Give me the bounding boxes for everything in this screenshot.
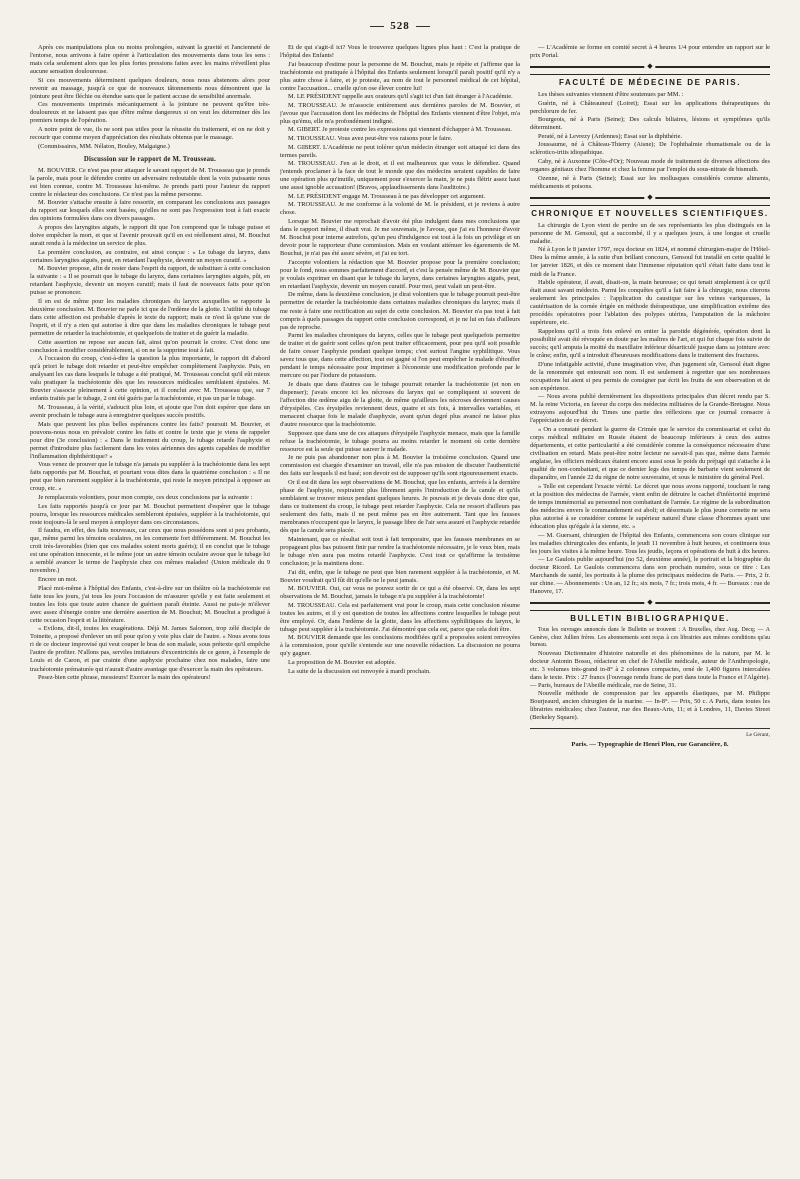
paragraph: Les thèses suivantes viennent d'être soutenues par MM. : [538,91,684,99]
paragraph: M. TROUSSEAU. Je me conforme à la volonté de M. le président, et je reviens à autre chose. [280,201,520,217]
paragraph: J'ai dit, enfin, que le tubage ne peut que bien rarement suppléer à la trachéotomie, et M. Bouvier voudrait qu'il fût dit qu'elle ne le peut jamais. [280,568,520,584]
paragraph: Or il est dit dans les sept observations de M. Bouchut, que les enfants, arrivés à la dernière phase de l'asphyxie, respiraient plus librement après l'introduction de la canule et qu'ils semblaient se trouver mieux pendant quelques heures. Je pouvais et je devais donc dire que, dans ce traitement du croup, le tubage peut retarder l'asphyxie. Cela ne ressort d'ailleurs pas seulement des faits, mais il ne peut même pas en être autrement. Tant que les fausses membranes n'occupent que le larynx, le passage libre de l'air sera assuré et l'asphyxie retardée dès que la canule sera placée. [280,478,520,535]
page-number: 528 [30,20,770,32]
column-2 [280,44,520,1164]
paragraph: — Nous avons publié dernièrement les dispositions principales d'un décret rendu par S. M. la reine Victoria, en faveur du corps des médecins militaires de la Grande-Bretagne. Nous extrayons aujourd'hui du Times une partie des réflexions que ce journal consacre à l'appréciation de ce décret. [530,393,770,425]
ornamental-rule [530,602,770,611]
chronicle-heading: CHRONIQUE ET NOUVELLES SCIENTIFIQUES. [531,208,769,218]
paragraph: La chirurgie de Lyon vient de perdre un de ses représentants les plus distingués en la personne de M. Gensoul, qui a succombé, il y a quelques jours, à une longue et cruelle maladie. [530,221,770,245]
paragraph: « On a constaté pendant la guerre de Crimée que le service du commissariat et celui du corps médical militaire en Russie étaient de beaucoup inférieurs à ceux des autres départements, et cette particularité a été considérée comme la conséquence nécessaire d'une civilisation en retard. Mais peut-être notre lecteur ne savait-il pas que, même dans l'armée anglaise, les officiers médicaux étaient encore aussi sous le poids du préjugé qui s'attache à la qualité de non-combattant, et que ce dernier legs des temps de barbarie vient seulement de disparaître, en l'année 22 du règne de notre souveraine, et sous le ministère du général Peel. [530,425,770,482]
paragraph: M. TROUSSEAU. Cela est parfaitement vrai pour le croup, mais cette conclusion résume toutes les autres, et il y est question de toutes les affections contre lesquelles le tubage peut être employé. Or, dans l'œdème de la glotte, dans les affections syphilitiques du larynx, le tubage peut suppléer à la trachéotomie. J'ai démontré que cela est, parce que cela doit être. [280,601,520,633]
paragraph: (Commissaires, MM. Nélaton, Bouley, Malgaigne.) [38,142,170,150]
paragraph: A notre point de vue, ils ne sont pas utiles pour la réussite du traitement, et on ne doit y recourir que comme moyen d'appréciation des résultats obtenus par le massage. [30,125,270,142]
paragraph: Supposez que dans une de ces attaques d'érysipèle l'asphyxie menace, mais que la famille refuse la trachéotomie, le tubage pourra au moins retarder le moment où cette dernière ressource est la seule qui puisse sauver le malade. [280,429,520,453]
manager-signature-label: Le Gérant, [746,732,770,739]
paragraph: Encore un mot. [38,576,78,583]
thesis-item: Ozenne, né à Paris (Seine); Essai sur les mollusques considérés comme aliments, médicaments et poisons. [530,174,770,190]
paragraph: M. Bouvier s'attache ensuite à faire ressortir, en comparant les conclusions aux passages du rapport sur lesquels elles sont basées, qu'elles ne sont pas l'expression tout à fait exacte des opinions formulées dans ces divers passages. [30,199,270,223]
paragraph: Il faudra, en effet, des faits nouveaux, car ceux que nous possédons sont si peu probants, que, même parmi les témoins oculaires, on les commente fort différemment. M. Bouchut les croit très-favorables (bien que ces malades soient morts guéris); il en conclut que le tubage est une opération innocente, et le même jour un autre témoin oculaire avoue que le tubage lui a semblé avancer le terme de l'asphyxie chez ces mêmes malades! (Union médicale du 9 novembre.) [30,527,270,575]
paragraph: M. Trousseau, à la vérité, s'adoucit plus loin, et ajoute que l'on doit espérer que dans un avenir prochain le tubage aura à enregistrer quelques succès positifs. [30,404,270,420]
paragraph: La proposition de M. Bouvier est adoptée. [288,659,396,667]
paragraph: Vous venez de prouver que le tubage n'a jamais pu suppléer à la trachéotomie dans les sept faits rapportés par M. Bouchut, et pourtant vous dites dans la quatrième conclusion : « Il ne peut que bien rarement suppléer à la trachéotomie, qui reste le moyen principal à opposer au croup, etc. » [30,461,270,493]
paragraph: M. BOUVIER demande que les conclusions modifiées qu'il a proposées soient renvoyées à la commission, pour qu'elle s'entende sur une nouvelle rédaction. La discussion ne pourra qu'y gagner. [280,634,520,658]
paragraph: Maintenant, que ce résultat soit tout à fait temporaire, que les fausses membranes en se propageant plus bas puissent finir par rendre la trachéotomie nécessaire, je le veux bien, mais le tubage n'en aura pas moins retardé l'asphyxie. C'est tout ce qu'affirme la troisième conclusion; je la maintiens donc. [280,535,520,567]
paragraph: Placé moi-même à l'hôpital des Enfants, c'est-à-dire sur un théâtre où la trachéotomie est faite tous les jours, j'ai tous les jours l'occasion de m'assurer qu'elle y est faite seulement et toutes les fois que toute autre chance de guérison paraît éteinte. Aussi ne puis-je m'élever avec assez d'énergie contre une dernière assertion de M. Bouchut; M. Bouchut a prodigué à cette occasion l'esprit et la littérature. [30,584,270,624]
paragraph: M. BOUVIER. Oui, car vous ne pouvez sortir de ce qui a été observé. Or, dans les sept observations de M. Bouchut, jamais le tubage n'a pu suppléer à la trachéotomie! [280,585,520,601]
paragraph: M. Bouvier propose, afin de rester dans l'esprit du rapport, de substituer à cette conclusion la suivante : « Il se pourrait que le tubage du larynx, dans certaines laryngites aiguës, pût, en retardant l'asphyxie, devenir un moyen curatif; mais il faut de nouveaux faits pour qu'on puisse se prononcer. [30,265,270,297]
paragraph: M. BOUVIER. Ce n'est pas pour attaquer le savant rapport de M. Trousseau que je prends la parole, mais pour le défendre contre un adversaire redoutable dont la voix puissante nous est bien connue, contre M. Trousseau lui-même. Je prends parti pour l'auteur du rapport contre le rédacteur des conclusions. Ce n'est pas la même personne. [30,166,270,198]
paragraph: Après ces manipulations plus ou moins prolongées, suivant la gravité et l'ancienneté de l'entorse, nous arrivons à faire opérer à l'articulation des mouvements dans tous les sens : mais cela seulement alors que les plus fortes pressions faites avec les mains n'éveillent plus aucune sensation douloureuse. [30,44,270,76]
paragraph: Habile opérateur, il avait, disait-on, la main heureuse; ce qui tenait simplement à ce qu'il était aussi savant médecin. Parmi les conquêtes qu'il a fait faire à la chirurgie, nous citerons seulement les principales : l'application du caustique sur les veines variqueuses, la cautérisation de la cornée érigée en méthode thérapeutique, une simplification extrême des procédés opératoires pour l'ablation des polypes utérins, l'amputation de la mâchoire supérieure, etc. [530,279,770,327]
paragraph: Pesez-bien cette phrase, messieurs! Exercer la main des opérateurs! [38,674,211,682]
bibliography-heading: BULLETIN BIBLIOGRAPHIQUE. [570,614,730,624]
paragraph: » Telle est cependant l'exacte vérité. Le décret que nous avons rapporté, touchant le rang et la position des médecins de l'armée, vient enfin de détruire le cachet d'infériorité imprimé de temps immémorial au personnel non combattant de l'armée. Le régime de la subordination des médecins envers le commandement est aboli; et désormais le plus jeune cornette ne sera plus autorisé à se considérer comme le supérieur naturel d'une classe d'hommes ayant une éducation plus qu'égale à la sienne, etc. » [530,482,770,530]
bibliography-note: Tous les ouvrages annoncés dans le Bulletin se trouvent : A Bruxelles, chez Aug. Decq; — A Genève, chez Jullien frères. Les abonnements sont reçus à ces librairies aux mêmes conditions qu'au bureau. [530,627,770,648]
thesis-item: Bourgeois, né à Paris (Seine); Des calculs biliaires, lésions et symptômes qu'ils déterminent. [530,116,770,132]
paragraph: M. TROUSSEAU. Je m'associe entièrement aux dernières paroles de M. Bouvier, et j'avoue que l'accusation dont les médecins de l'hôpital des Enfants viennent d'être l'objet, m'a plus qu'ému, elle m'a profondément indigné. [280,101,520,125]
ornamental-rule [530,66,770,75]
paragraph: Je remplacerais volontiers, pour mon compte, ces deux conclusions par la suivante : [38,494,253,502]
paragraph: A propos des laryngites aiguës, le rapport dit que l'on comprend que le tubage puisse et doive empêcher la mort, et que si l'avenir prouvait qu'il en est réellement ainsi, M. Bouchut aurait rendu à la médecine un service de plus. [30,223,270,248]
paragraph: Les faits rapportés jusqu'à ce jour par M. Bouchut permettent d'espérer que le tubage pourra, lorsque les ressources médicales sembleront épuisées, suppléer à la trachéotomie, qui reste toujours-là le seul moyen à employer dans ces circonstances. [30,502,270,526]
paragraph: Je ne puis pas abandonner non plus à M. Bouvier la troisième conclusion. Quand une commission est chargée d'examiner un travail, elle n'a pas mission de discuter l'authenticité des faits sur lesquels il est basé; son devoir est de supposer qu'ils sont rigoureusement exacts. [280,454,520,478]
paragraph: Né à Lyon le 8 janvier 1797, reçu docteur en 1824, et nommé chirurgien-major de l'Hôtel-Dieu la même année, à la suite d'un brillant concours, Gensoul fut installé en cette qualité le 1er janvier 1826, et dès ce moment date l'immense réputation qu'il s'était faite dans tout le midi de la France. [530,246,770,278]
paragraph: M. TROUSSEAU. J'en ai le droit, et il est malheureux que vous le défendiez. Quand j'entends proclamer à la face de tout le monde que des médecins seraient capables de faire une opération plus qu'inutile, uniquement pour s'exercer la main, je ne puis flétrir assez haut une aussi ignoble accusation! (Bravos, applaudissements dans l'auditoire.) [280,160,520,192]
ornamental-rule [530,197,770,206]
paragraph: Je disais que dans d'autres cas le tubage pourrait retarder la trachéotomie (et non en dispenser); j'avais encore ici les nécroses du larynx qui se compliquent si souvent de l'affection dite œdème aigu de la glotte, de même qu'ailleurs les nécroses deviennent causes d'érysipèles. Ces érysipèles reviennent deux, quatre et six fois, à intervalles variables, et menacent chaque fois le malade d'asphyxie, avant qu'un degré plus avancé ne laisse plus d'autre ressource que la trachéotomie. [280,380,520,429]
paragraph: J'ai beaucoup d'estime pour la personne de M. Bouchut, mais je répète et j'affirme que la trachéotomie est pratiquée à l'hôpital des Enfants seulement lorsqu'il paraît positif qu'il n'y a plus autre chose à faire, et je proteste, au nom de tout le personnel médical de cet hôpital, contre l'accusation... cruelle qu'on ose élever contre lui! [280,60,520,92]
three-column-body [30,44,770,1164]
paragraph: M. GIBERT. Je proteste contre les expressions qui viennent d'échapper à M. Trousseau. [288,126,512,134]
discussion-title: Discussion sur le rapport de M. Trousseau. [83,155,217,163]
thesis-item: Joussaume, né à Château-Thierry (Aisne); De l'ophthalmie rhumatismale ou de la sclérotico-iritis idiopathique. [530,141,770,157]
paragraph: La suite de la discussion est renvoyée à mardi prochain. [288,667,431,675]
thesis-item: Caby, né à Auxonne (Côte-d'Or); Nouveau mode de traitement de diverses affections des organes génitaux chez l'homme et chez la femme par l'emploi du sous-nitrate de bismuth. [530,158,770,174]
paragraph: « Evilons, dit-il, toutes les exagérations. Déjà M. James Salomon, trop zélé disciple de Toinette, a proposé d'enlever un œil pour qu'on y voie plus clair de l'autre. » Nous avons tous ri de ce docteur improvisé qui veut couper le bras de son malade, sous prétexte qu'il empêche l'autre de profiter. N'allons pas, serviles imitateurs d'excentricités de ce genre, à l'exemple de Louis et de Caron, et par crainte d'une asphyxie prochaine chez nos malades, faire une trachéotomie prématurée qui n'aurait d'autre avantage que d'exercer la main des opérateurs. [30,625,270,673]
paragraph: J'accepte volontiers la rédaction que M. Bouvier propose pour la première conclusion; pour le fond, nous sommes parfaitement d'accord, et c'est la pensée même de M. Bouvier que je voulais exprimer en disant que le tubage du larynx, dans certaines laryngites aiguës, peut, en retardant l'asphyxie, devenir un moyen curatif. Pour moi, peut valait un peut-être. [280,258,520,290]
paragraph: La première conclusion, au contraire, est ainsi conçue : « Le tubage du larynx, dans certaines laryngites aiguës, peut, en retardant l'asphyxie, devenir un moyen curatif. » [30,248,270,264]
thesis-item: Peraté, né à Levrezy (Ardennes); Essai sur la diphthérie. [538,132,683,140]
paragraph: Il en est de même pour les maladies chroniques du larynx auxquelles se rapporte la deuxième conclusion. M. Bouvier ne parle ici que de l'œdème de la glotte. L'utilité du tubage dans cette affection est probable d'après le texte du rapport; mais ce n'est là qu'une vue de l'esprit, et il n'y a rien qui autorise à dire que dans les maladies chroniques le tubage peut permettre de retarder la trachéotomie, et quelquefois de traiter et de guérir la maladie. [30,297,270,338]
thesis-item: Guérin, né à Châteauneuf (Loiret); Essai sur les applications thérapeutiques du perchlorure de fer. [530,99,770,115]
paragraph: M. LE PRÉSIDENT rappelle aux orateurs qu'il s'agit ici d'un fait étranger à l'Académie. [288,93,513,101]
paragraph: M. TROUSSEAU. Vous avez peut-être vos raisons pour le faire. [288,135,453,143]
printer-imprint: Paris. — Typographie de Henri Plon, rue Garancière, 8. [571,740,729,748]
paragraph: Lorsque M. Bouvier me reprochait d'avoir été plus indulgent dans mes conclusions que dans le rapport même, il disait vrai. Je me souvenais, je l'avoue, que j'ai eu l'honneur d'avoir M. Bouchut pour interne autrefois, qu'un peu d'indulgence est tout à la fois un privilège et un devoir pour le rapporteur d'une commission. Mais en voulant atténuer les égarements de M. Bouchut, je n'ai pas été assez sévère, et j'ai eu tort. [280,217,520,258]
page-header [30,18,770,44]
paragraph: D'une infatigable activité, d'une imagination vive, d'un jugement sûr, Gensoul était digne de la renommée qui entourait son nom. Il est seulement à regretter que ses nombreuses occupations lui aient si peu permis de consigner par écrit les fruits de son observation et de son expérience. [530,360,770,392]
paragraph: — Le Gaulois publie aujourd'hui (no 52, deuxième année), le portrait et la biographie du docteur Ricord. Le Gaulois commencera dans son prochain numéro, sous ce titre : Les Marchands de santé, les portraits à la plume des principaux médecins de Paris. — Prix, 2 fr. sur chine. — Abonnements : Un an, 12 fr.; six mois, 7 fr.; trois mois, 4 fr. — Bureaux : rue de Hanovre, 17. [530,556,770,596]
paragraph: Et de qui s'agit-il ici? Vous le trouverez quelques lignes plus haut : C'est la pratique de l'hôpital des Enfants! [280,44,520,60]
paragraph: M. GIBERT. L'Académie ne peut tolérer qu'un médecin étranger soit attaqué ici dans des termes pareils. [280,143,520,159]
column-3 [530,44,770,1164]
faculty-heading: FACULTÉ DE MÉDECINE DE PARIS. [558,78,742,88]
footer-rule [530,728,770,729]
column-1 [30,44,270,1164]
paragraph: M. LE PRÉSIDENT engage M. Trousseau à ne pas développer cet argument. [288,192,486,200]
bibliography-entry: Nouvelle méthode de compression par les appareils élastiques, par M. Philippe Bourjeaurd, ancien chirurgien de la marine. — In-8°. — Prix, 50 c. A Paris, dans toutes les librairies médicales; chez l'auteur, rue des Beaux-Arts, 11; et à Londres, 11, Davies Street (Berkeley Square). [530,690,770,722]
paragraph: Si ces mouvements déterminent quelques douleurs, nous nous abstenons alors pour revenir au massage, jusqu'à ce que de nouveaux tâtonnements nous démontrent que la jointure peut être fléchie ou étendue sans que le patient accuse de sensibilité anormale. [30,76,270,100]
paragraph: Ces mouvements imprimés mécaniquement à la jointure ne peuvent qu'être très-douloureux et ne laissent pas que d'être même dangereux si on veut les déterminer dès les premiers temps de l'opération. [30,101,270,125]
paragraph: A l'occasion du croup, c'est-à-dire la question la plus importante, le rapport dit d'abord qu'à priori le tubage doit retarder et peut-être empêcher complètement l'asphyxie. Puis, en analysant les cas dans lesquels le tubage a été pratiqué, M. Trousseau conclut qu'il eût mieux valu pratiquer la trachéotomie dès que les ressources médicales semblaient épuisées. M. Bouvier s'associe pleinement à cette opinion, et il conclut avec M. Trousseau que, sur 7 enfants traités par le tubage, 2 ont été guéris par la trachéotomie, et pas un par le tubage. [30,355,270,403]
paragraph: Parmi les maladies chroniques du larynx, celles que le tubage peut quelquefois permettre de traiter et de guérir sont celles qu'on peut traiter efficacement, pour peu qu'il soit possible de faire cesser l'asphyxie pendant quelque temps; c'est surtout l'angine syphilitique. Vous savez tous que, dans cette affection, tout est gagné si l'on peut empêcher le malade d'étouffer pendant le temps nécessaire pour imprimer à l'économie une modification profonde par le mercure ou par l'iodure de potassium. [280,332,520,380]
paragraph: — L'Académie se forme en comité secret à 4 heures 1/4 pour entendre un rapport sur le prix Portal. [530,44,770,60]
paragraph: Rappelons qu'il a trois fois enlevé en entier la parotide dégénérée, opération dont la possibilité avait été révoquée en doute par les maîtres de l'art, et qui fut chaque fois suivie de succès; qu'il amputa la moitié du maxillaire inférieur désarticulé jusque dans sa jointure avec le crâne; enfin, qu'il a introduit d'heureuses modifications dans le traitement des fractures. [530,327,770,359]
paragraph: De même, dans la deuxième conclusion, je dirai volontiers que le tubage pourrait peut-être permettre de retarder la trachéotomie dans certaines maladies chroniques du larynx; mais il me reste à faire une rectification au sujet de cette conclusion. M. Bouvier n'a pas tout à fait compris à quels passages du rapport cette conclusion correspond, et je ne lui en fais d'ailleurs pas de reproche. [280,291,520,331]
paragraph: — M. Guersant, chirurgien de l'hôpital des Enfants, commencera son cours clinique sur les maladies chirurgicales des enfants, le jeudi 11 novembre à huit heures, et continuera tous les jours les visites à la même heure. Tous les jeudis, leçons et opérations de huit à dix heures. [530,531,770,555]
paragraph: Mais que peuvent les plus belles espérances contre les faits? poursuit M. Bouvier, et pouvons-nous nous en prévaloir contre les faits et contre le texte que je viens de rappeler pour dire (3e conclusion) : « Dans le traitement du croup, le tubage retarde l'asphyxie et permet d'introduire plus facilement dans les voies aériennes des agents capables de modifier l'inflammation diphthéritique? » [30,420,270,460]
paragraph: Cette assertion ne repose sur aucun fait, ainsi qu'on pourrait le croire. C'est donc une conclusion à modifier considérablement, si on ne la supprime tout à fait. [30,338,270,354]
bibliography-entry: Nouveau Dictionnaire d'histoire naturelle et des phénomènes de la nature, par M. le docteur Antonin Bossu, rédacteur en chef de l'Abeille médicale, auteur de l'Anthropologie, etc. 3 volumes très-grand in-8° à 2 colonnes compactes, orné de 1,400 figures intercalées dans le texte. Prix : 27 francs (l'ouvrage rendu franc de port dans toute la France et l'Algérie). — Paris, bureaux de l'Abeille médicale, rue de Seine, 31. [530,649,770,689]
